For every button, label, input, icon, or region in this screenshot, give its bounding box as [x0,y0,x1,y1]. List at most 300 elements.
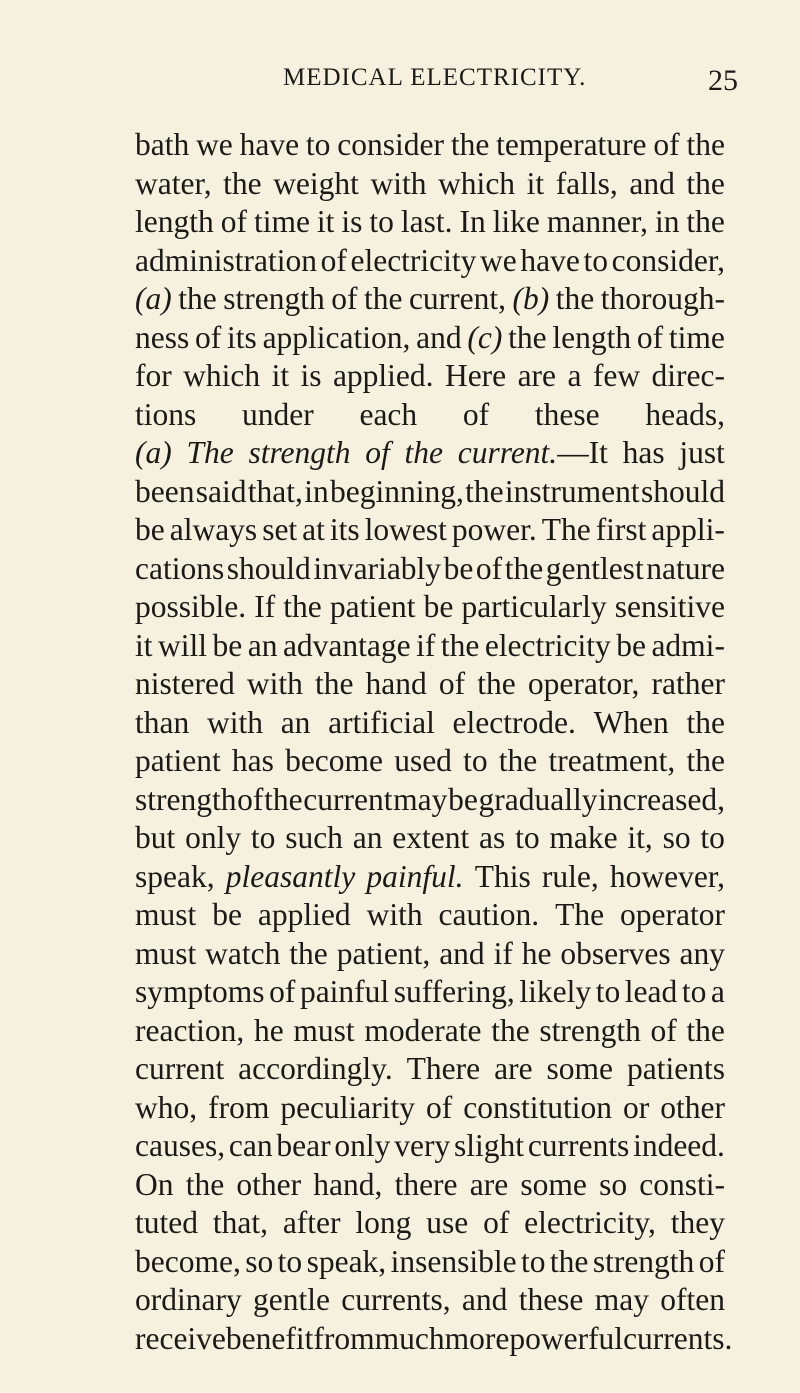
word: who, [135,1089,198,1125]
word: from [208,1089,270,1125]
word: beginning, [329,473,464,509]
word: lead [624,974,678,1009]
word: of [483,1205,510,1240]
word: which [438,165,516,201]
word: and [461,1282,508,1317]
word: increased, [598,781,725,817]
word: much [374,1320,445,1356]
text-line [135,319,725,358]
text-line [135,781,725,820]
word: The [186,435,234,470]
word: the [508,319,547,355]
word: sensitive [614,589,725,624]
text-line [135,704,725,743]
text-line [135,973,725,1012]
word: be [616,627,646,663]
word: constitution [463,1089,612,1125]
word: as [479,820,506,855]
word: The [555,897,605,932]
word: so [245,1243,274,1279]
word: particularly [461,589,607,624]
text-line [135,858,725,897]
text-line [135,242,725,281]
text-line [135,1204,725,1243]
word: of [269,974,296,1009]
word: very [394,1128,451,1163]
word: electricity [350,242,477,278]
word: are [494,1051,533,1086]
word: an [280,704,311,740]
word: that, [247,473,303,509]
word: On [135,1166,174,1202]
word: it [316,204,335,239]
word: consti- [639,1166,725,1202]
word: the [178,281,217,316]
word: symptoms [135,974,265,1009]
word: is [300,358,322,393]
word: of [438,666,466,701]
word: reaction, [135,1012,245,1048]
text-line [135,434,725,473]
word: in [654,204,680,239]
word: have [239,127,300,162]
word: with [370,165,427,201]
word: have [520,242,580,278]
word: must [293,1012,355,1048]
word: The [541,512,591,547]
word: with [366,897,423,932]
word: direc- [651,358,725,393]
word: only [334,1128,391,1163]
word: if [416,627,436,663]
word: In [459,204,486,239]
word: the [264,781,303,817]
word: with [206,704,263,740]
word: of [636,319,664,355]
word: the [289,935,328,971]
word: or [622,1089,650,1125]
text-line [135,1243,725,1282]
text-line [135,627,725,666]
word: treatment, [548,743,676,778]
word: hand [365,666,427,701]
word: nistered [135,666,235,701]
word: appli- [651,512,725,547]
word: Here [444,358,507,393]
word: the [686,704,725,740]
word: to [515,820,540,855]
word: if [493,935,513,971]
word: the [450,127,490,162]
word: used [394,743,452,778]
word: the [686,204,725,239]
word: patient, [336,935,431,971]
running-title: MEDICAL ELECTRICITY. [283,64,587,91]
word: last. [400,204,453,239]
body-text [135,126,733,1358]
word: it [271,358,290,393]
word: (a) [135,435,172,470]
word: time [668,319,725,355]
word: heads, [645,396,725,432]
text-line [135,126,725,165]
word: (b) [512,281,550,316]
word: after [282,1205,341,1240]
word: administration [135,242,317,278]
word: that, [212,1205,268,1240]
text-line [135,280,725,319]
word: of [650,1012,677,1048]
word: they [670,1205,725,1240]
word: suffering, [393,974,515,1009]
word: from [313,1320,375,1356]
word: weight [273,165,359,201]
word: it [135,627,153,663]
word: be [212,897,242,932]
word: only [185,820,242,855]
word: such [285,820,343,855]
word: water, [135,165,212,201]
word: of [331,281,358,316]
word: time [253,204,310,239]
word: operator, [527,666,640,701]
text-line [135,819,725,858]
word: strength [223,281,325,316]
word: and [416,319,462,355]
word: a [567,358,582,393]
word: rule, [541,858,599,894]
word: strength [135,781,237,817]
text-line [135,1320,733,1359]
word: electrode. [452,704,576,740]
word: be [423,589,454,624]
word: currents. [623,1320,733,1356]
word: under [242,396,314,432]
word: for [135,358,172,393]
word: the [404,435,444,470]
word: must [135,897,197,932]
word: painful. [366,858,464,894]
word: the [314,666,354,701]
word: consider [337,127,444,162]
word: length [135,204,214,239]
word: the [363,281,403,316]
word: other [660,1089,725,1125]
word: are [517,358,557,393]
word: and [629,165,675,201]
word: patient [135,743,221,778]
text-line [135,473,725,512]
word: consider, [611,242,725,278]
word: artificial [328,704,435,740]
word: slight [454,1128,525,1163]
word: other [236,1166,302,1202]
word: thorough- [600,281,725,316]
word: but [135,820,176,855]
word: to [305,127,331,162]
word: applied. [332,358,434,393]
word: he [253,1012,284,1048]
word: to [250,820,276,855]
word: these [534,396,600,432]
word: strength [539,1012,641,1048]
word: at [302,512,325,547]
text-line [135,511,725,550]
word: instrument [504,473,640,509]
word: the [686,1012,725,1048]
word: make [549,820,618,855]
word: should [226,550,311,586]
word: it, [627,820,653,855]
word: the [686,743,725,778]
word: its [329,512,360,547]
word: admi- [651,627,725,663]
text-line [135,935,725,974]
word: may [393,781,448,817]
word: of [320,242,347,278]
word: hand, [313,1166,383,1202]
word: current, [408,281,507,316]
word: more [444,1320,510,1356]
word: become, [135,1243,241,1279]
word: first [595,512,647,547]
word: patients [626,1051,725,1086]
word: an [352,820,383,855]
word: nature [646,550,725,586]
word: gentle [253,1282,330,1317]
word: causes, [135,1128,226,1163]
word: operator [620,897,725,932]
word: however, [609,858,725,894]
word: tions [135,396,197,432]
page-number: 25 [708,64,738,97]
text-line [135,896,725,935]
text-line [135,665,725,704]
word: patient [329,589,416,624]
word: lowest [364,512,447,547]
word: current [303,781,393,817]
text-line [135,1127,725,1166]
word: some [520,1166,587,1202]
word: a [710,974,725,1009]
word: of [426,1089,453,1125]
word: tuted [135,1205,198,1240]
word: it [526,165,545,201]
text-line [135,742,725,781]
word: of [698,1243,725,1279]
word: has [622,435,665,470]
word: of [237,781,264,817]
word: the [477,666,516,701]
word: with [246,666,303,701]
word: watch [205,935,281,971]
word: must [135,935,197,971]
word: length [552,319,632,355]
word: current.—It [457,435,608,470]
word: be [135,512,165,547]
word: some [546,1051,614,1086]
word: said [195,473,247,509]
word: can [228,1128,273,1163]
word: the [223,165,262,201]
word: caution. [438,897,540,932]
word: electricity [484,627,611,663]
word: temperature [496,127,647,162]
word: he [521,935,552,971]
word: we [480,242,517,278]
word: falls, [555,165,618,201]
word: should [640,473,725,509]
word: few [592,358,641,393]
text-line [135,1089,725,1128]
word: the [555,281,595,316]
word: current [135,1051,225,1086]
word: its [227,319,257,355]
word: indeed. [633,1128,725,1163]
word: bear [276,1128,331,1163]
word: When [593,704,669,740]
word: strength [592,1243,695,1279]
word: the [686,127,725,162]
word: always [169,512,258,547]
word: so [662,820,691,855]
word: the [491,1012,530,1048]
text-line [135,1166,725,1205]
text-line [135,203,725,242]
word: the [686,165,725,201]
word: there [394,1166,458,1202]
word: of [220,204,247,239]
word: application, [262,319,411,355]
word: each [359,396,418,432]
word: the [465,473,504,509]
word: (a) [135,281,172,316]
word: accordingly. [238,1051,393,1086]
word: insensible [390,1243,517,1279]
word: and [439,935,485,971]
word: of [653,127,680,162]
word: to [521,1243,546,1279]
word: to [277,1243,303,1279]
word: peculiarity [280,1089,416,1125]
running-head [0,64,800,104]
word: cations [135,550,225,586]
word: in [304,473,329,509]
word: of [195,319,222,355]
word: currents, [341,1282,451,1317]
word: of [462,396,490,432]
word: any [679,935,725,971]
word: set [262,512,298,547]
word: pleasantly [225,858,356,894]
word: often [660,1282,725,1317]
word: the [185,1166,225,1202]
text-line [135,357,725,396]
word: painful [299,974,390,1009]
word: the [440,627,480,663]
word: are [469,1166,509,1202]
word: extent [392,820,470,855]
word: powerful [509,1320,624,1356]
text-line [135,396,725,435]
word: possible. [135,589,247,624]
word: to [595,974,621,1009]
word: the [498,743,538,778]
word: the [283,589,322,624]
word: currents [527,1128,630,1163]
word: likely [519,974,592,1009]
word: which [183,358,261,393]
word: rather [651,666,725,701]
word: invariably [313,550,442,586]
word: There [406,1051,481,1086]
word: power. [451,512,537,547]
word: of [475,550,503,586]
word: to [463,743,488,778]
word: applied [257,897,351,932]
word: benefit [225,1320,314,1356]
word: gradually [478,781,598,817]
word: This [474,858,531,894]
word: to [369,204,394,239]
word: manner, [546,204,648,239]
word: speak, [135,858,215,894]
word: so [599,1166,628,1202]
word: will [158,627,208,663]
text-line [135,1281,725,1320]
word: the [549,1243,589,1279]
word: speak, [306,1243,387,1279]
word: to [700,820,725,855]
word: use [426,1205,469,1240]
word: an [247,627,278,663]
word: observes [560,935,671,971]
word: (c) [467,319,503,355]
word: just [679,435,725,470]
word: gentlest [545,550,644,586]
word: the [504,550,544,586]
word: is [341,204,363,239]
word: has [231,743,274,778]
text-line [135,550,725,589]
word: to [681,974,707,1009]
word: these [518,1282,584,1317]
word: ordinary [135,1282,242,1317]
word: of [365,435,390,470]
word: than [135,704,190,740]
word: electricity, [524,1205,656,1240]
word: be [448,781,478,817]
word: be [443,550,474,586]
text-line [135,588,725,627]
word: may [594,1282,649,1317]
word: long [355,1205,412,1240]
word: become [285,743,384,778]
word: strength [248,435,351,470]
word: ness [135,319,190,355]
word: we [196,127,233,162]
word: moderate [364,1012,482,1048]
text-line [135,165,725,204]
word: receive [135,1320,226,1356]
word: been [135,473,195,509]
word: If [254,589,276,624]
word: advantage [282,627,411,663]
word: to [583,242,609,278]
text-line [135,1050,725,1089]
word: bath [135,127,190,162]
word: be [212,627,243,663]
